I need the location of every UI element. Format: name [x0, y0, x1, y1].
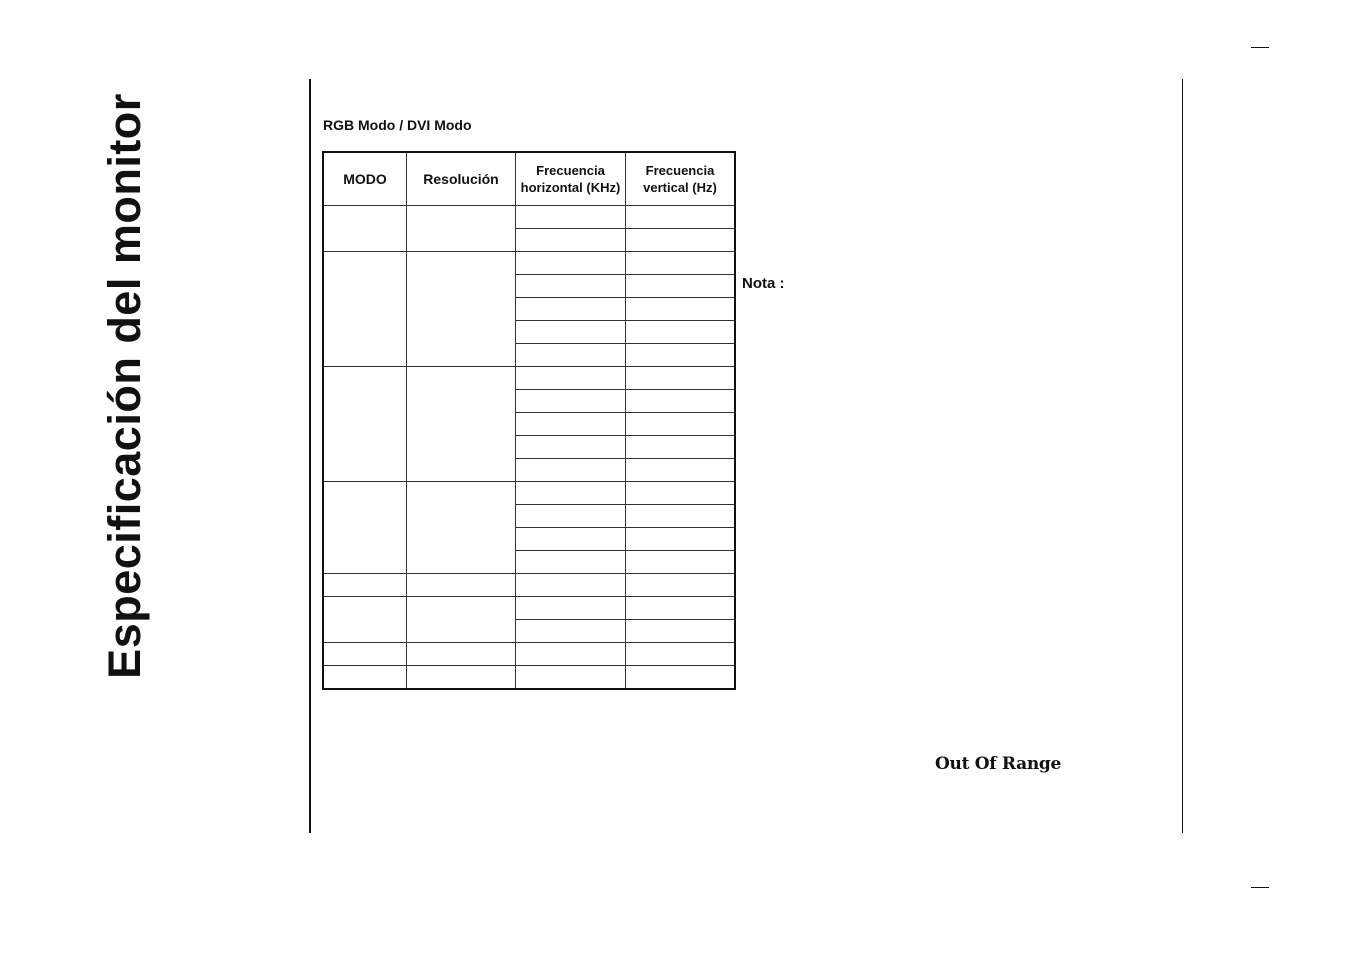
resolution-cell: [407, 643, 516, 666]
horizontal-frequency-cell: [516, 459, 626, 482]
vertical-frequency-cell: [626, 620, 736, 643]
vertical-frequency-cell: [626, 367, 736, 390]
page-vertical-title: Especificación del monitor: [99, 93, 150, 679]
vertical-frequency-cell: [626, 229, 736, 252]
mode-cell: [323, 666, 407, 690]
vertical-frequency-cell: [626, 252, 736, 275]
table-row: [323, 252, 735, 275]
table-row: [323, 597, 735, 620]
mode-cell: [323, 252, 407, 367]
section-label: RGB Modo / DVI Modo: [323, 117, 472, 133]
resolution-cell: [407, 574, 516, 597]
table-row: [323, 367, 735, 390]
vertical-frequency-cell: [626, 344, 736, 367]
horizontal-frequency-cell: [516, 413, 626, 436]
table-row: [323, 482, 735, 505]
horizontal-frequency-cell: [516, 482, 626, 505]
vertical-frequency-cell: [626, 597, 736, 620]
left-margin-rule: [309, 79, 311, 833]
vertical-frequency-cell: [626, 482, 736, 505]
horizontal-frequency-cell: [516, 344, 626, 367]
vertical-frequency-cell: [626, 528, 736, 551]
note-label: Nota :: [742, 275, 785, 292]
right-margin-rule: [1182, 79, 1183, 833]
resolution-cell: [407, 482, 516, 574]
horizontal-frequency-cell: [516, 229, 626, 252]
vertical-frequency-cell: [626, 666, 736, 690]
header-horizontal-frequency: Frecuencia horizontal (KHz): [516, 152, 626, 206]
horizontal-frequency-cell: [516, 367, 626, 390]
vertical-frequency-cell: [626, 298, 736, 321]
mode-cell: [323, 482, 407, 574]
horizontal-frequency-cell: [516, 206, 626, 229]
table-header-row: [323, 152, 735, 206]
vertical-frequency-cell: [626, 436, 736, 459]
horizontal-frequency-cell: [516, 551, 626, 574]
horizontal-frequency-cell: [516, 275, 626, 298]
horizontal-frequency-cell: [516, 643, 626, 666]
table-row: [323, 574, 735, 597]
mode-cell: [323, 574, 407, 597]
horizontal-frequency-cell: [516, 505, 626, 528]
resolution-cell: [407, 597, 516, 643]
header-mode: MODO: [323, 152, 407, 206]
horizontal-frequency-cell: [516, 597, 626, 620]
resolution-cell: [407, 666, 516, 690]
mode-cell: [323, 367, 407, 482]
table-body: [323, 206, 735, 690]
mode-cell: [323, 597, 407, 643]
horizontal-frequency-cell: [516, 620, 626, 643]
vertical-frequency-cell: [626, 574, 736, 597]
header-resolution: Resolución: [407, 152, 516, 206]
horizontal-frequency-cell: [516, 436, 626, 459]
table-row: [323, 666, 735, 690]
crop-mark-top: [1251, 47, 1269, 48]
vertical-frequency-cell: [626, 459, 736, 482]
horizontal-frequency-cell: [516, 574, 626, 597]
mode-cell: [323, 206, 407, 252]
table-row: [323, 206, 735, 229]
timing-table: [322, 151, 736, 690]
resolution-cell: [407, 367, 516, 482]
vertical-frequency-cell: [626, 505, 736, 528]
horizontal-frequency-cell: [516, 252, 626, 275]
vertical-frequency-cell: [626, 206, 736, 229]
table-row: [323, 643, 735, 666]
crop-mark-bottom: [1251, 887, 1269, 888]
vertical-frequency-cell: [626, 321, 736, 344]
resolution-cell: [407, 252, 516, 367]
mode-cell: [323, 643, 407, 666]
header-vertical-frequency: Frecuencia vertical (Hz): [626, 152, 736, 206]
vertical-frequency-cell: [626, 390, 736, 413]
vertical-frequency-cell: [626, 551, 736, 574]
horizontal-frequency-cell: [516, 390, 626, 413]
horizontal-frequency-cell: [516, 298, 626, 321]
horizontal-frequency-cell: [516, 528, 626, 551]
out-of-range-label: Out Of Range: [935, 754, 1061, 774]
vertical-frequency-cell: [626, 643, 736, 666]
resolution-cell: [407, 206, 516, 252]
horizontal-frequency-cell: [516, 321, 626, 344]
vertical-frequency-cell: [626, 413, 736, 436]
horizontal-frequency-cell: [516, 666, 626, 690]
vertical-frequency-cell: [626, 275, 736, 298]
